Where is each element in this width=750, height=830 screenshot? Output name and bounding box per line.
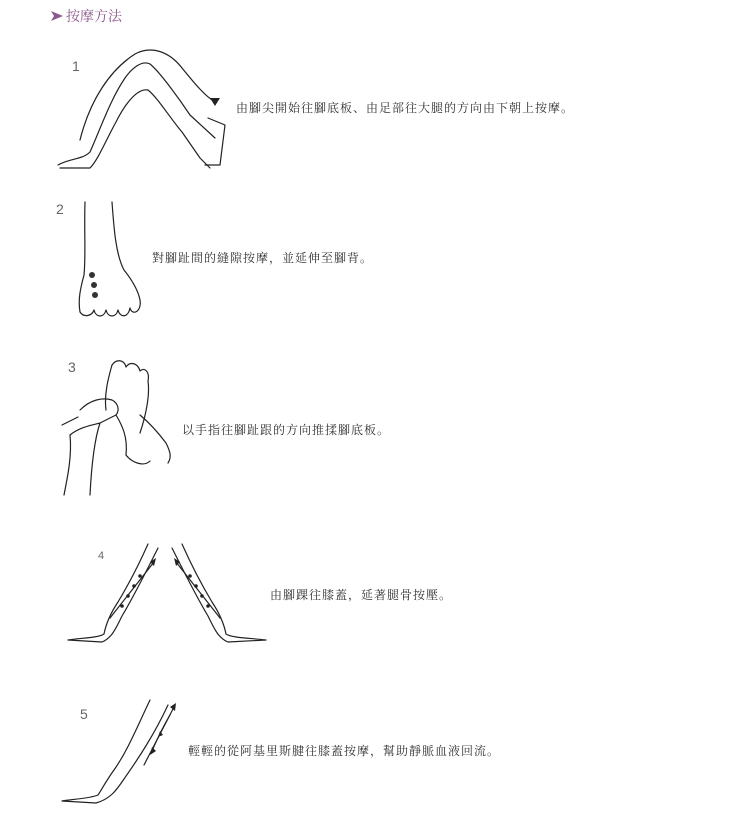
leg-massage-illustration: [50, 40, 240, 175]
calf-massage-illustration: [58, 695, 183, 810]
legs-pressing-illustration: [60, 542, 270, 647]
section-title: 按摩方法: [66, 9, 122, 25]
right-arrow-icon: [50, 10, 64, 22]
step-text: 以手指往腳趾跟的方向推揉腳底板。: [182, 423, 391, 437]
step-text: 由腳踝往膝蓋，延著腿骨按壓。: [270, 588, 453, 602]
step-number: 4: [98, 550, 105, 562]
step-text: 輕輕的從阿基里斯腱往膝蓋按摩，幫助靜脈血液回流。: [188, 744, 501, 758]
step-number: 5: [80, 706, 88, 722]
hands-massaging-sole-illustration: [60, 355, 180, 500]
foot-illustration: [70, 200, 150, 325]
step-text: 對腳趾間的縫隙按摩，並延伸至腳背。: [152, 251, 374, 265]
step-number: 3: [68, 359, 76, 375]
step-number: 2: [56, 201, 64, 217]
section-heading: [50, 6, 122, 26]
step-number: 1: [72, 58, 80, 74]
step-text: 由腳尖開始往腳底板、由足部往大腿的方向由下朝上按摩。: [236, 101, 575, 115]
